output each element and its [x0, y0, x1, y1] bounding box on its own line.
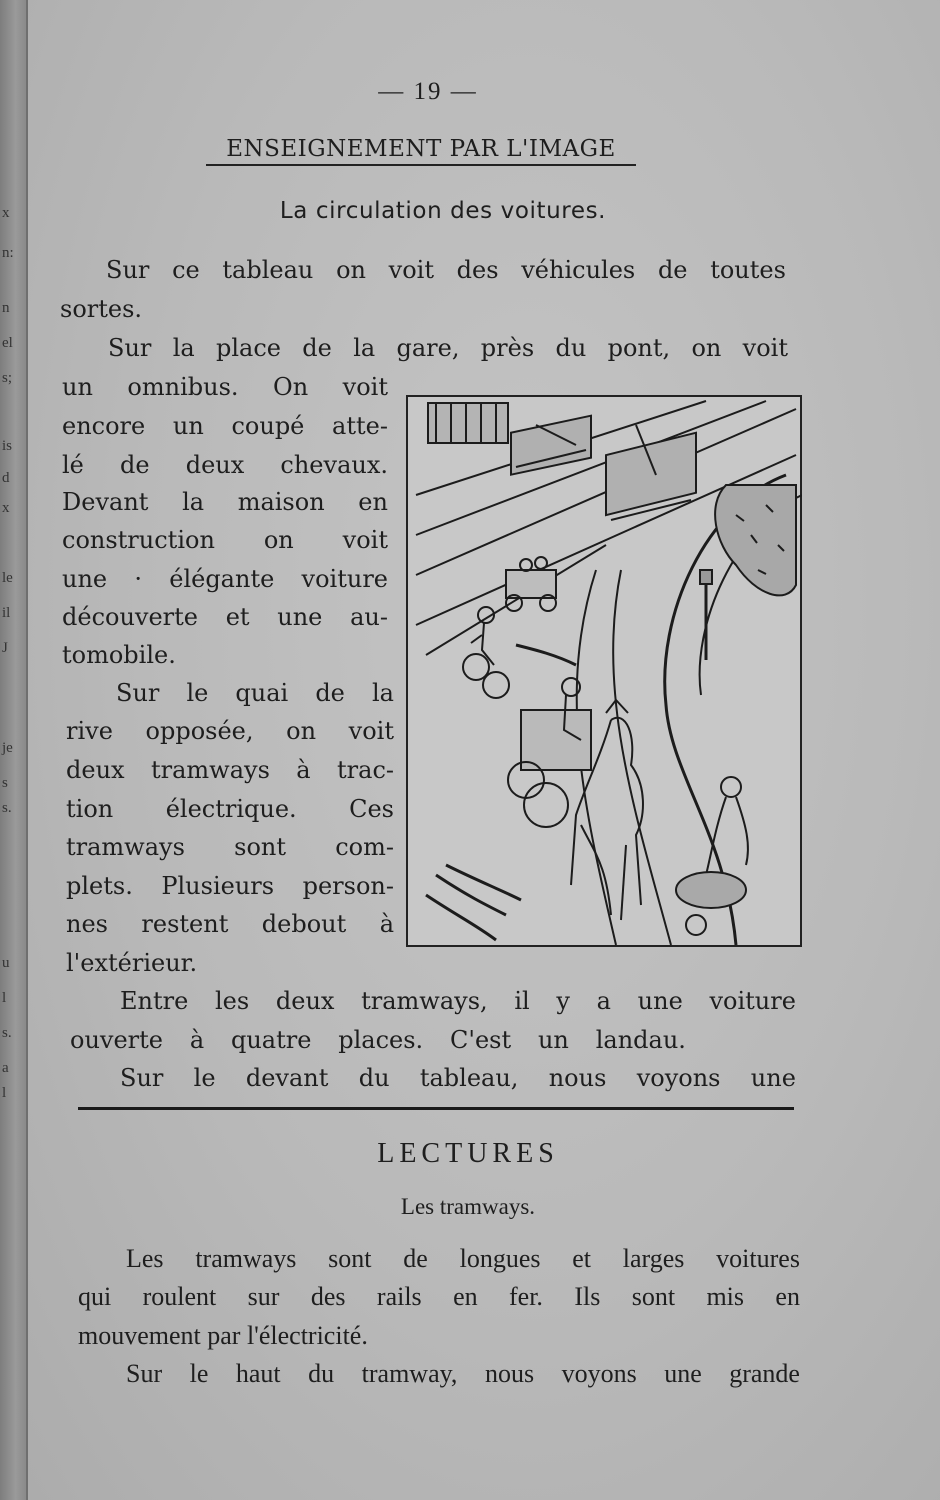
bleed-fragment: l [2, 1085, 7, 1101]
word: plets. [66, 872, 133, 900]
text-line [126, 1244, 800, 1274]
street-scene-engraving-icon [406, 395, 802, 947]
word: une [750, 1064, 796, 1092]
word: pont, [607, 334, 671, 362]
word: de [315, 679, 345, 707]
bleed-fragment: a [2, 1060, 9, 1076]
bleed-fragment: n: [2, 245, 14, 261]
word: tramways [150, 756, 270, 784]
word: fer. [509, 1282, 543, 1311]
word: en [775, 1282, 800, 1311]
word: on [691, 334, 722, 362]
word: Ils [574, 1282, 601, 1311]
word: a [596, 987, 611, 1015]
text-line: tomobile. [62, 641, 176, 669]
section-divider [78, 1107, 794, 1110]
text-line [108, 333, 788, 363]
word: de [302, 334, 332, 362]
word: tramway, [361, 1359, 458, 1388]
word: à [296, 756, 311, 784]
word: voit [742, 334, 788, 362]
word: longues [459, 1244, 541, 1273]
word: tramways [66, 833, 185, 861]
word: quatre [230, 1026, 312, 1054]
word: une [62, 565, 108, 593]
word: opposée, [145, 717, 254, 745]
word: voiture [709, 987, 796, 1015]
word: atte- [332, 412, 388, 440]
word: de [657, 256, 688, 284]
text-line [66, 794, 394, 824]
word: les [214, 987, 250, 1015]
word: et [572, 1244, 592, 1273]
word: à [379, 910, 394, 938]
word: Devant [62, 488, 149, 516]
word: du [308, 1359, 335, 1388]
word: élégante [169, 565, 275, 593]
word: grande [729, 1359, 800, 1388]
word: qui [78, 1282, 112, 1311]
word: du [358, 1064, 390, 1092]
word: Sur [126, 1359, 163, 1388]
word: rails [376, 1282, 422, 1311]
bleed-fragment: x [2, 205, 10, 221]
text-line [126, 1359, 800, 1389]
word: sont [234, 833, 287, 861]
bleed-fragment: je [2, 740, 13, 756]
book-page [26, 0, 940, 1500]
bleed-fragment: is [2, 438, 13, 454]
bleed-fragment: le [2, 570, 13, 586]
word: en [453, 1282, 478, 1311]
word: une [664, 1359, 702, 1388]
word: du [555, 334, 587, 362]
text-line: mouvement par l'électricité. [78, 1321, 368, 1350]
bleed-fragment: n [2, 300, 10, 316]
word: découverte [62, 603, 198, 631]
bleed-fragment: el [2, 335, 13, 351]
word: restent [141, 910, 229, 938]
word: voit [342, 373, 388, 401]
word: la [182, 488, 205, 516]
word: roulent [142, 1282, 217, 1311]
lectures-subtitle: Les tramways. [400, 1194, 536, 1219]
text-line [62, 487, 388, 517]
word: au- [350, 603, 388, 631]
word: Sur [106, 256, 150, 284]
word: toutes [710, 256, 786, 284]
text-line [62, 411, 388, 441]
word: tableau, [419, 1064, 519, 1092]
word: mis [706, 1282, 745, 1311]
text-line [66, 832, 394, 862]
word: et [225, 603, 250, 631]
text-line [62, 372, 388, 402]
word: des [456, 256, 499, 284]
word: véhicules [521, 256, 636, 284]
lesson-subtitle: La circulation des voitures. [279, 198, 607, 224]
word: près [480, 334, 535, 362]
word: ce [172, 256, 200, 284]
word: place [215, 334, 281, 362]
word: construction [62, 526, 215, 554]
word: nes [66, 910, 108, 938]
word: Entre [120, 987, 189, 1015]
bleed-fragment: s; [2, 370, 13, 386]
word: voit [388, 256, 434, 284]
page-number: — 19 — [378, 78, 478, 105]
word: on [263, 526, 294, 554]
text-line [62, 525, 388, 555]
word: tramways [195, 1244, 297, 1273]
word: de [120, 451, 150, 479]
text-line [66, 909, 394, 939]
word: la [172, 334, 195, 362]
word: landau. [595, 1026, 686, 1054]
text-line [78, 1282, 800, 1312]
word: quai [235, 679, 289, 707]
bleed-fragment: u [2, 955, 10, 971]
text-line [66, 871, 394, 901]
word: Plusieurs [161, 872, 275, 900]
word: deux [185, 451, 245, 479]
word: · [134, 565, 142, 593]
text-line [120, 986, 796, 1016]
word: un [537, 1026, 569, 1054]
text-line: l'extérieur. [66, 949, 198, 977]
word: larges [622, 1244, 685, 1273]
word: un [62, 373, 93, 401]
word: Sur [108, 334, 152, 362]
word: deux [275, 987, 335, 1015]
word: Les [126, 1244, 164, 1273]
word: voyons [561, 1359, 637, 1388]
word: Sur [120, 1064, 164, 1092]
word: gare, [396, 334, 460, 362]
bleed-fragment: l [2, 990, 7, 1006]
word: chevaux. [280, 451, 388, 479]
word: le [193, 1064, 216, 1092]
word: voyons [636, 1064, 721, 1092]
text-line [62, 602, 388, 632]
bleed-fragment: s. [2, 800, 12, 816]
word: sont [631, 1282, 676, 1311]
bleed-fragment: J [2, 640, 8, 656]
word: le [186, 679, 209, 707]
word: en [358, 488, 388, 516]
word: maison [237, 488, 325, 516]
word: voit [348, 717, 394, 745]
word: Sur [116, 679, 160, 707]
word: places. [338, 1026, 424, 1054]
word: omnibus. [127, 373, 239, 401]
word: la [371, 679, 394, 707]
bleed-fragment: s. [2, 1025, 12, 1041]
word: y [556, 987, 570, 1015]
word: à [189, 1026, 205, 1054]
word: C'est [450, 1026, 512, 1054]
word: Ces [349, 795, 394, 823]
text-line [62, 450, 388, 480]
word: voit [342, 526, 388, 554]
bleed-fragment: d [2, 470, 10, 486]
word: tableau [222, 256, 314, 284]
word: tramways, [361, 987, 488, 1015]
word: de [403, 1244, 428, 1273]
word: tion [66, 795, 114, 823]
word: une [277, 603, 323, 631]
bleed-fragment: il [2, 605, 11, 621]
binding-gutter [0, 0, 26, 1500]
word: le [189, 1359, 209, 1388]
word: haut [235, 1359, 281, 1388]
word: sur [247, 1282, 280, 1311]
lectures-heading: LECTURES [377, 1138, 559, 1169]
text-line [120, 1063, 796, 1093]
word: il [514, 987, 530, 1015]
word: électrique. [165, 795, 297, 823]
word: voitures [716, 1244, 800, 1273]
word: voiture [301, 565, 388, 593]
word: person- [302, 872, 394, 900]
text-line [116, 678, 394, 708]
section-heading: ENSEIGNEMENT PAR L'IMAGE [206, 136, 636, 166]
word: la [353, 334, 376, 362]
text-line [66, 716, 394, 746]
word: des [310, 1282, 346, 1311]
word: deux [66, 756, 125, 784]
word: nous [484, 1359, 535, 1388]
word: on [336, 256, 366, 284]
bleed-fragment: s [2, 775, 8, 791]
word: un [172, 412, 204, 440]
word: sont [328, 1244, 372, 1273]
word: encore [62, 412, 146, 440]
bleed-fragment: x [2, 500, 10, 516]
word: lé [62, 451, 84, 479]
text-line [70, 1025, 686, 1055]
text-line [66, 755, 394, 785]
word: trac- [337, 756, 394, 784]
word: debout [261, 910, 347, 938]
text-line [62, 564, 388, 594]
word: coupé [231, 412, 305, 440]
word: rive [66, 717, 113, 745]
word: On [273, 373, 309, 401]
text-line [106, 255, 786, 285]
word: nous [548, 1064, 607, 1092]
word: com- [335, 833, 394, 861]
word: une [637, 987, 683, 1015]
word: devant [245, 1064, 329, 1092]
word: ouverte [70, 1026, 163, 1054]
word: on [286, 717, 317, 745]
text-line: sortes. [60, 295, 143, 323]
